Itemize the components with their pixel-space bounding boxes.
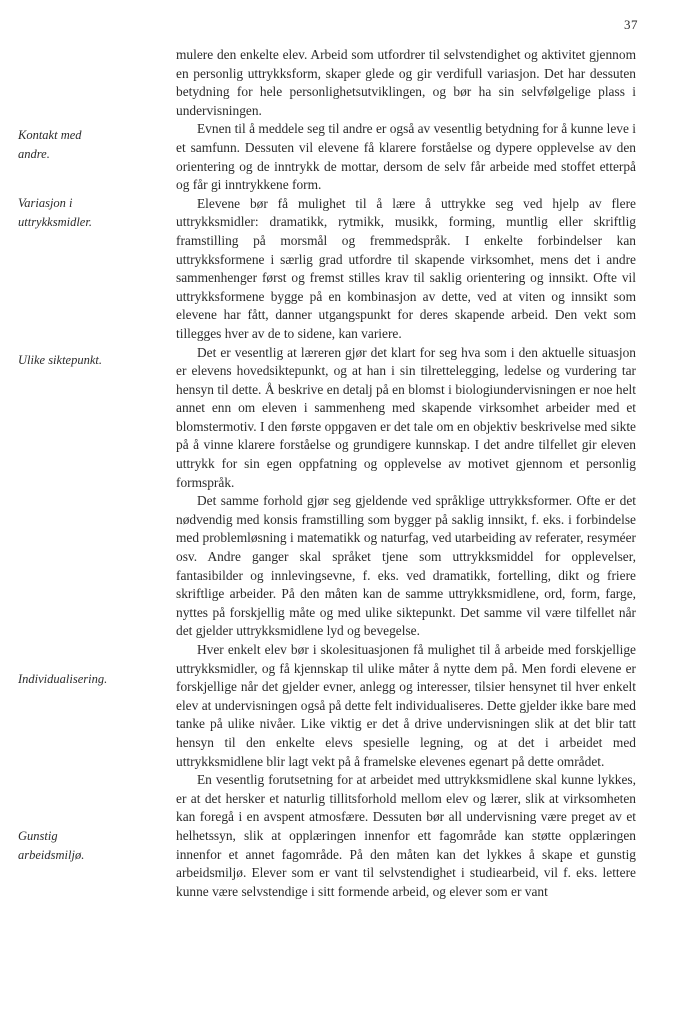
- paragraph: Det er vesentlig at læreren gjør det klart for seg hva som i den aktuelle situasjon er elevens hovedsiktepunkt, og at han i sin tilrettelegging, ledelse og vurdering tar hensyn til dette. Å beskrive en detalj på en blomst i biologiundervisningen er noe helt annet enn om eleven i sammenheng med skapende virksomhet arbeider med et blomstermotiv. I den første oppgaven er det tale om en objektiv beskrivelse med sikte på å vinne klarere forståelse og grundigere kunnskap. I det andre tilfellet gir eleven uttrykk for sin egen oppfatning og opplevelse av motivet gjennom et personlig formspråk.: [176, 344, 636, 490]
- paragraph: Det samme forhold gjør seg gjeldende ved språklige uttrykksformer. Ofte er det nødvendig med konsis framstilling som bygger på saklig innsikt, f. eks. i forbindelse med problemløsning i matematikk og naturfag, ved utarbeiding av referater, resyméer osv. Andre ganger skal språket tjene som uttrykksmiddel for opplevelser, fantasibilder og innlevingsevne, f. eks. ved dramatikk, fortelling, dikt og friere skriftlige arbeider. På den måten kan de samme uttrykksmidlene, ord, form, farge, nyttes på forskjellig måte og med ulike siktepunkt. Det samme vil være tilfellet når det gjelder uttrykksmidlene lyd og bevegelse.: [176, 493, 636, 639]
- paragraph: Hver enkelt elev bør i skolesituasjonen få mulighet til å arbeide med forskjellige uttrykksmidler, og få kjennskap til ulike måter å nytte dem på. Men fordi elevene er forskjellige når det gjelder evner, anlegg og interesser, tilsier hensynet til hver enkelt elev at undervisningen også på dette felt individualiseres. Dette gjelder ikke bare med tanke på ulike nivåer. Like viktig er det å drive undervisningen slik at det blir tatt hensyn til den enkelte elevs spesielle legning, og at det i arbeidet med uttrykksmidlene blir lagt vekt på å framelske elevenes egenart på dette området.: [176, 642, 636, 769]
- paragraph: En vesentlig forutsetning for at arbeidet med uttrykksmidlene skal kunne lykkes, er at det hersker et naturlig tillitsforhold mellom elev og lærer, slik at virksomheten kan foregå i en avspent atmosfære. Dessuten bør all undervisning være preget av et helhetssyn, slik at opplæringen innenfor ett fagområde kan støtte opplæringen innenfor et annet fagområde. På den måten kan det lykkes å skape et gunstig arbeidsmiljø. Elever som er vant til selvstendighet i studiearbeid, vil f. eks. lettere kunne være selvstendige i sitt formende arbeid, og elever som er vant: [176, 772, 636, 899]
- margin-note-aims: Ulike siktepunkt.: [18, 353, 102, 367]
- page-number: 37: [624, 17, 638, 32]
- paragraph: mulere den enkelte elev. Arbeid som utfordrer til selvstendighet og aktivitet gjennom en personlig uttrykksform, skaper glede og gir verdifull variasjon. Det har dessuten betydning for hele personlighetsutviklingen, og bør ha sin selvfølgelige plass i undervisningen.: [176, 47, 636, 118]
- margin-note-variation: Variasjon i uttrykksmidler.: [18, 196, 92, 229]
- paragraph: Evnen til å meddele seg til andre er også av vesentlig betydning for å kunne leve i et samfunn. Dessuten vil elevene få klarere forståelse og dypere opplevelse av den orientering og de inntrykk de mottar, dersom de selv får arbeide med stoffet etterpå og får gi inntrykkene form.: [176, 121, 636, 193]
- margin-note-work-environment: Gunstig arbeidsmiljø.: [18, 829, 85, 862]
- body-text: [176, 46, 636, 901]
- paragraph: Elevene bør få mulighet til å lære å uttrykke seg ved hjelp av flere uttrykksmidler: dramatikk, rytmikk, musikk, forming, muntlig eller skriftlig framstilling på morsmål og fremmedspråk. I enkelte forbindelser kan uttrykksformene i særlig grad utfordre til skapende virksomhet, mens det i andre sammenhenger først og fremst stilles krav til saklig orientering og innsikt. Ofte vil uttrykksformene bygge på en kombinasjon av dette, ved at viten og innsikt som elevene har fått, danner utgangspunkt for deres skapende arbeid. Den vekt som tillegges hver av de to sidene, kan variere.: [176, 195, 636, 341]
- margin-note-contact: Kontakt med andre.: [18, 128, 82, 161]
- margin-note-individualisation: Individualisering.: [18, 672, 108, 686]
